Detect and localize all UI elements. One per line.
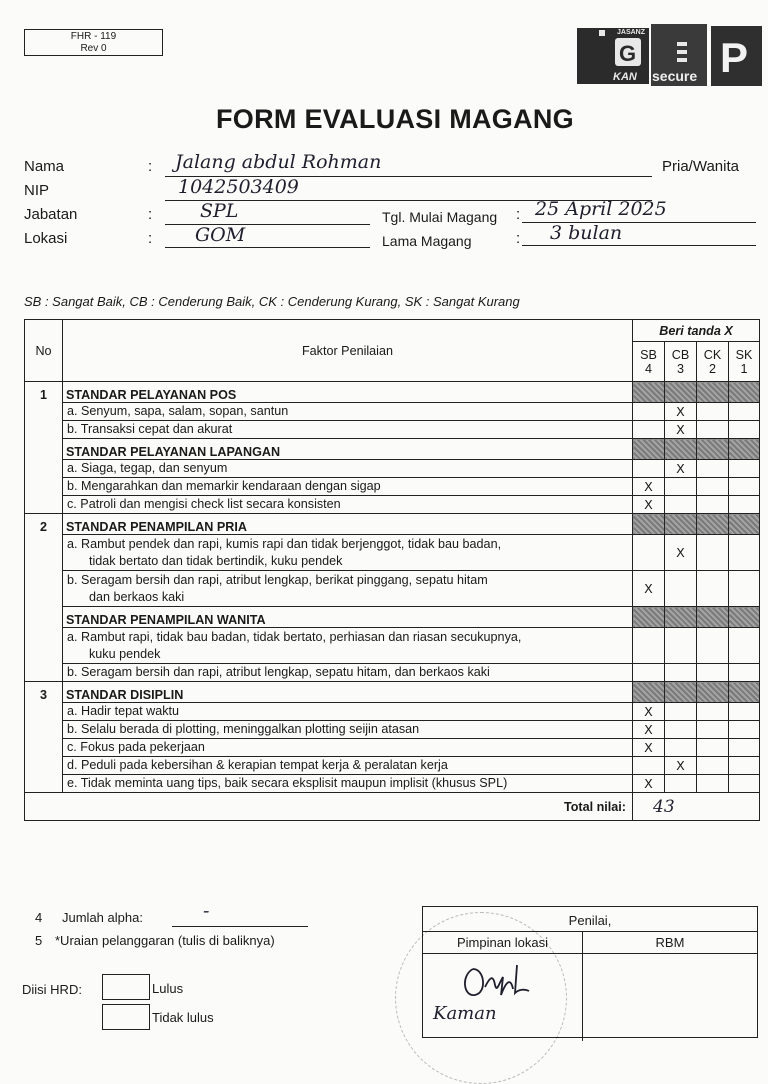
rating-cell-sb[interactable] xyxy=(633,757,665,775)
rating-cell-ck[interactable] xyxy=(697,721,729,739)
rating-cell-sb[interactable] xyxy=(633,775,665,793)
rating-cell-cb[interactable] xyxy=(665,721,697,739)
x-mark: X xyxy=(644,722,653,737)
jabatan-value[interactable]: SPL xyxy=(200,200,239,222)
rating-legend: SB : Sangat Baik, CB : Cenderung Baik, CK : Cenderung Kurang, SK : Sangat Kurang xyxy=(24,294,520,309)
lokasi-label: Lokasi xyxy=(24,230,68,247)
rating-cell-sb[interactable] xyxy=(633,703,665,721)
section-title: STANDAR PENAMPILAN PRIA xyxy=(63,514,633,535)
rating-cell-cb[interactable] xyxy=(665,478,697,496)
rating-cell-ck[interactable] xyxy=(697,664,729,682)
section-title: STANDAR PELAYANAN LAPANGAN xyxy=(63,439,633,460)
criteria-text xyxy=(63,775,633,793)
doc-code-text: FHR - 119 xyxy=(70,31,117,42)
section-row xyxy=(25,382,760,403)
section-row xyxy=(25,682,760,703)
alpha-number: 4 xyxy=(35,910,43,925)
rating-code: SB xyxy=(640,347,657,362)
rating-score: 2 xyxy=(708,361,716,376)
rbm-label: RBM xyxy=(655,935,685,950)
shaded-cell xyxy=(633,682,665,703)
shaded-cell xyxy=(633,514,665,535)
x-mark: X xyxy=(644,497,653,512)
rating-cell-cb[interactable] xyxy=(665,571,697,607)
rating-cell-cb[interactable] xyxy=(665,703,697,721)
uraian-number: 5 xyxy=(35,933,43,948)
criteria-row xyxy=(25,421,760,439)
rating-header-ck xyxy=(697,342,729,382)
x-mark: X xyxy=(644,479,653,494)
criteria-line: c. Patroli dan mengisi check list secara konsisten xyxy=(67,497,341,511)
rating-cell-ck[interactable] xyxy=(697,421,729,439)
rating-cell-cb[interactable] xyxy=(665,535,697,571)
criteria-line: a. Hadir tepat waktu xyxy=(67,704,180,718)
criteria-text xyxy=(63,460,633,478)
rating-cell-cb[interactable] xyxy=(665,421,697,439)
rating-cell-ck[interactable] xyxy=(697,739,729,757)
rating-cell-sk[interactable] xyxy=(729,664,760,682)
rating-cell-ck[interactable] xyxy=(697,460,729,478)
criteria-text xyxy=(63,571,633,607)
rating-cell-cb[interactable] xyxy=(665,496,697,514)
tgl-mulai-colon: : xyxy=(516,206,521,223)
rating-cell-ck[interactable] xyxy=(697,403,729,421)
rating-cell-sk[interactable] xyxy=(729,460,760,478)
section-row xyxy=(25,607,760,628)
header-no: No xyxy=(25,320,63,382)
rating-cell-sk[interactable] xyxy=(729,496,760,514)
lama-magang-underline xyxy=(522,245,756,246)
rating-cell-sb[interactable] xyxy=(633,571,665,607)
shaded-cell xyxy=(665,514,697,535)
criteria-text xyxy=(63,478,633,496)
rating-cell-sb[interactable] xyxy=(633,421,665,439)
lama-magang-colon: : xyxy=(516,230,521,247)
jasanz-text: JASANZ xyxy=(617,29,646,36)
shaded-cell xyxy=(697,439,729,460)
rating-code: CB xyxy=(671,347,690,362)
rating-cell-sb[interactable] xyxy=(633,739,665,757)
rating-cell-sb[interactable] xyxy=(633,496,665,514)
alpha-value[interactable]: - xyxy=(203,900,210,922)
kan-text: KAN xyxy=(613,71,637,83)
x-mark: X xyxy=(644,740,653,755)
rating-cell-cb[interactable] xyxy=(665,460,697,478)
criteria-line: a. Senyum, sapa, salam, sopan, santun xyxy=(67,404,289,418)
form-title: FORM EVALUASI MAGANG xyxy=(216,104,574,134)
rating-cell-cb[interactable] xyxy=(665,664,697,682)
rating-cell-sk[interactable] xyxy=(729,403,760,421)
x-mark: X xyxy=(676,758,685,773)
group-number: 3 xyxy=(25,682,63,793)
logo-p-text: P xyxy=(720,34,749,81)
criteria-line: b. Seragam bersih dan rapi, atribut lengkap, sepatu hitam, dan berkaos kaki xyxy=(67,665,490,679)
rating-cell-sk[interactable] xyxy=(729,775,760,793)
nip-label: NIP xyxy=(24,182,50,199)
x-mark: X xyxy=(676,422,685,437)
criteria-text xyxy=(63,757,633,775)
criteria-line: b. Selalu berada di plotting, meninggalkan plotting seijin atasan xyxy=(67,722,420,736)
lulus-checkbox[interactable] xyxy=(102,974,150,1000)
tidak-lulus-checkbox[interactable] xyxy=(102,1004,150,1030)
rating-cell-cb[interactable] xyxy=(665,628,697,664)
signature-image xyxy=(459,959,539,1005)
total-row xyxy=(25,793,760,821)
rating-cell-sb[interactable] xyxy=(633,403,665,421)
rating-cell-sk[interactable] xyxy=(729,421,760,439)
rating-header-sk xyxy=(729,342,760,382)
section-title: STANDAR PELAYANAN POS xyxy=(63,382,633,403)
header-beri-tanda: Beri tanda X xyxy=(633,320,760,342)
lulus-label: Lulus xyxy=(152,981,184,996)
rating-cell-ck[interactable] xyxy=(697,628,729,664)
section-title: STANDAR DISIPLIN xyxy=(63,682,633,703)
jabatan-colon: : xyxy=(148,206,153,223)
criteria-line: d. Peduli pada kebersihan & kerapian tempat kerja & peralatan kerja xyxy=(67,758,448,772)
rating-cell-ck[interactable] xyxy=(697,757,729,775)
nip-value[interactable]: 1042503409 xyxy=(178,176,299,198)
criteria-row xyxy=(25,478,760,496)
hrd-label: Diisi HRD: xyxy=(22,982,82,997)
tidak-lulus-label: Tidak lulus xyxy=(152,1010,214,1025)
lokasi-underline xyxy=(165,247,370,248)
shaded-cell xyxy=(665,682,697,703)
criteria-line: b. Transaksi cepat dan akurat xyxy=(67,422,233,436)
tgl-mulai-value[interactable]: 25 April 2025 xyxy=(535,198,667,220)
shaded-cell xyxy=(697,607,729,628)
lama-magang-value[interactable]: 3 bulan xyxy=(550,222,623,244)
x-mark: X xyxy=(644,704,653,719)
criteria-row xyxy=(25,496,760,514)
rating-code: CK xyxy=(703,347,722,362)
criteria-row xyxy=(25,460,760,478)
penilai-divider xyxy=(423,931,757,932)
group-number: 1 xyxy=(25,382,63,514)
rating-cell-sk[interactable] xyxy=(729,478,760,496)
pimpinan-label: Pimpinan lokasi xyxy=(456,935,549,950)
shaded-cell xyxy=(697,514,729,535)
criteria-line: a. Rambut rapi, tidak bau badan, tidak bertato, perhiasan dan riasan secukupnya, xyxy=(67,629,522,644)
rating-cell-sk[interactable] xyxy=(729,721,760,739)
criteria-text xyxy=(63,421,633,439)
section-title: STANDAR PENAMPILAN WANITA xyxy=(63,607,633,628)
rating-cell-ck[interactable] xyxy=(697,571,729,607)
lokasi-colon: : xyxy=(148,230,153,247)
shaded-cell xyxy=(665,607,697,628)
x-mark: X xyxy=(644,581,653,596)
criteria-text xyxy=(63,628,633,664)
shaded-cell xyxy=(729,682,760,703)
criteria-text xyxy=(63,703,633,721)
shaded-cell xyxy=(665,382,697,403)
criteria-row xyxy=(25,535,760,571)
criteria-row xyxy=(25,703,760,721)
evaluation-table xyxy=(24,319,760,821)
criteria-row xyxy=(25,628,760,664)
certification-logo xyxy=(577,24,762,86)
criteria-text xyxy=(63,496,633,514)
document-code-box xyxy=(24,29,163,56)
group-number: 2 xyxy=(25,514,63,682)
shaded-cell xyxy=(697,682,729,703)
lama-magang-label: Lama Magang xyxy=(382,233,472,249)
x-mark: X xyxy=(676,404,685,419)
rating-cell-cb[interactable] xyxy=(665,403,697,421)
rating-cell-cb[interactable] xyxy=(665,775,697,793)
rating-cell-cb[interactable] xyxy=(665,739,697,757)
rating-header-cb xyxy=(665,342,697,382)
signer-name: Kaman xyxy=(433,1003,497,1024)
rating-cell-ck[interactable] xyxy=(697,535,729,571)
rating-cell-sk[interactable] xyxy=(729,571,760,607)
uraian-label: *Uraian pelanggaran (tulis di baliknya) xyxy=(55,933,275,948)
secure-text: secure xyxy=(652,68,698,84)
logo-g-text: G xyxy=(619,41,637,66)
rating-cell-cb[interactable] xyxy=(665,757,697,775)
shaded-cell xyxy=(729,439,760,460)
criteria-line: c. Fokus pada pekerjaan xyxy=(67,740,205,754)
shaded-cell xyxy=(633,382,665,403)
penilai-title: Penilai, xyxy=(568,913,612,928)
rating-cell-sb[interactable] xyxy=(633,535,665,571)
total-value[interactable]: 43 xyxy=(633,793,760,821)
criteria-text xyxy=(63,721,633,739)
rating-score: 4 xyxy=(644,361,652,376)
rating-cell-sb[interactable] xyxy=(633,664,665,682)
nama-colon: : xyxy=(148,158,153,175)
criteria-line-continued: kuku pendek xyxy=(89,646,161,661)
rating-code: SK xyxy=(735,347,753,362)
section-row xyxy=(25,514,760,535)
rating-cell-sb[interactable] xyxy=(633,478,665,496)
shaded-cell xyxy=(665,439,697,460)
criteria-line-continued: tidak bertato dan tidak bertindik, kuku pendek xyxy=(89,553,343,568)
criteria-text xyxy=(63,403,633,421)
tgl-mulai-label: Tgl. Mulai Magang xyxy=(382,209,498,225)
rating-score: 1 xyxy=(740,361,748,376)
criteria-text xyxy=(63,739,633,757)
shaded-cell xyxy=(729,514,760,535)
criteria-row xyxy=(25,775,760,793)
section-row xyxy=(25,439,760,460)
criteria-row xyxy=(25,403,760,421)
shaded-cell xyxy=(697,382,729,403)
x-mark: X xyxy=(676,461,685,476)
x-mark: X xyxy=(676,545,685,560)
rating-cell-sk[interactable] xyxy=(729,757,760,775)
criteria-text xyxy=(63,664,633,682)
criteria-row xyxy=(25,739,760,757)
criteria-row xyxy=(25,757,760,775)
alpha-underline xyxy=(172,926,308,927)
nama-value[interactable]: Jalang abdul Rohman xyxy=(175,151,382,173)
shaded-cell xyxy=(729,382,760,403)
criteria-row xyxy=(25,571,760,607)
alpha-label: Jumlah alpha: xyxy=(62,910,143,925)
total-label: Total nilai: xyxy=(25,793,633,821)
penilai-divider-2 xyxy=(423,953,757,954)
penilai-box xyxy=(422,906,758,1038)
rating-cell-sk[interactable] xyxy=(729,739,760,757)
x-mark: X xyxy=(644,776,653,791)
gender-option[interactable]: Pria/Wanita xyxy=(662,158,739,175)
doc-revision-text: Rev 0 xyxy=(80,43,107,54)
shaded-cell xyxy=(729,607,760,628)
rating-cell-ck[interactable] xyxy=(697,703,729,721)
nama-label: Nama xyxy=(24,158,65,175)
rating-header-sb xyxy=(633,342,665,382)
criteria-line: b. Seragam bersih dan rapi, atribut lengkap, berikat pinggang, sepatu hitam xyxy=(67,572,488,587)
criteria-line: a. Siaga, tegap, dan senyum xyxy=(67,461,228,475)
criteria-line: e. Tidak meminta uang tips, baik secara eksplisit maupun implisit (khusus SPL) xyxy=(67,776,508,790)
rating-cell-sb[interactable] xyxy=(633,460,665,478)
jabatan-label: Jabatan xyxy=(24,206,78,223)
criteria-text xyxy=(63,535,633,571)
criteria-line-continued: dan berkaos kaki xyxy=(89,589,185,604)
evaluation-body xyxy=(25,382,760,821)
rating-cell-ck[interactable] xyxy=(697,496,729,514)
rating-cell-ck[interactable] xyxy=(697,775,729,793)
shaded-cell xyxy=(633,607,665,628)
criteria-row xyxy=(25,664,760,682)
rating-cell-sb[interactable] xyxy=(633,628,665,664)
criteria-line: b. Mengarahkan dan memarkir kendaraan dengan sigap xyxy=(67,479,381,493)
rating-score: 3 xyxy=(676,361,684,376)
shaded-cell xyxy=(633,439,665,460)
criteria-line: a. Rambut pendek dan rapi, kumis rapi dan tidak berjenggot, tidak bau badan, xyxy=(67,536,502,551)
rating-cell-sb[interactable] xyxy=(633,721,665,739)
criteria-row xyxy=(25,721,760,739)
rating-cell-ck[interactable] xyxy=(697,478,729,496)
rating-cell-sk[interactable] xyxy=(729,535,760,571)
rating-cell-sk[interactable] xyxy=(729,703,760,721)
header-faktor: Faktor Penilaian xyxy=(63,320,633,382)
lokasi-value[interactable]: GOM xyxy=(195,224,246,246)
rating-cell-sk[interactable] xyxy=(729,628,760,664)
